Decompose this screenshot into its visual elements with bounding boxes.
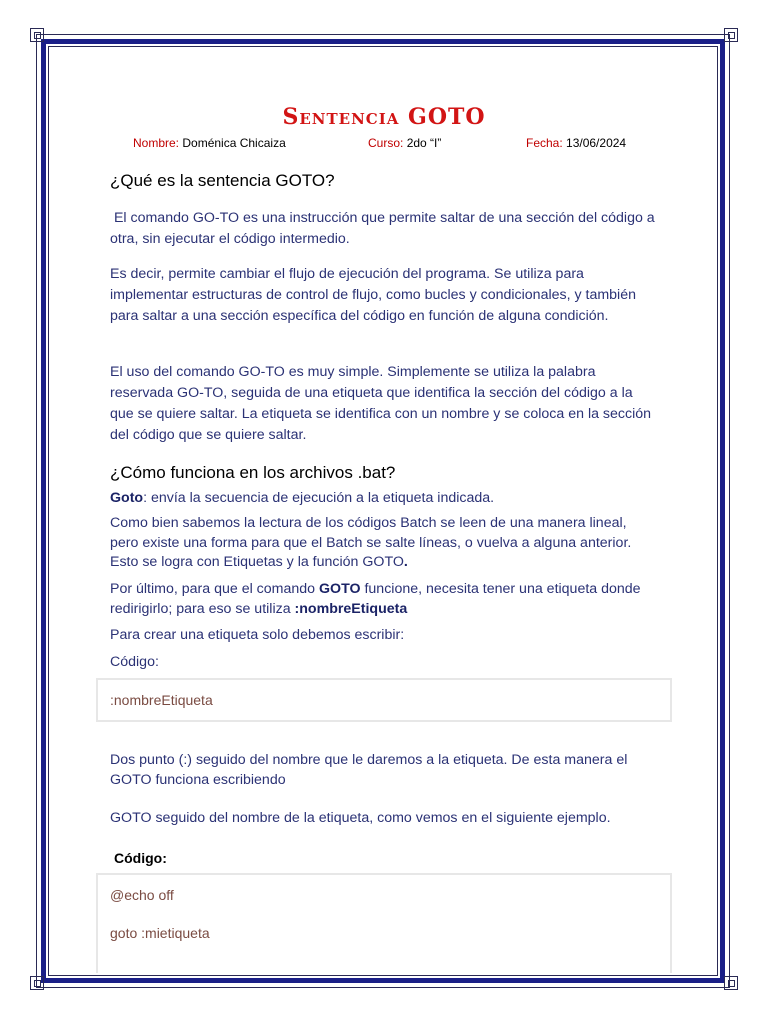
- goto-definition: : envía la secuencia de ejecución a la etiqueta indicada.: [143, 490, 495, 506]
- code-caption-1: Código:: [110, 654, 159, 670]
- corner-ornament-bottom-right: [724, 976, 738, 990]
- date-label: Fecha:: [526, 136, 563, 150]
- paragraph-batch: [110, 514, 658, 573]
- document-title: Sentencia GOTO: [282, 104, 486, 130]
- goto-term: Goto: [110, 490, 144, 506]
- date-field: [526, 136, 626, 150]
- code-caption-2: Código:: [114, 850, 167, 866]
- batch-text: Como bien sabemos la lectura de los códigos Batch se leen de una manera lineal, pero existe una forma para que el Batch se salte líneas, o vuelva a alguna anterior. Esto se logra con Etiquetas y la función GOTO: [110, 515, 632, 570]
- paragraph-flow: Es decir, permite cambiar el flujo de ejecución del programa. Se utiliza para implementar estructuras de control de flujo, como bucles y condicionales, y también para saltar a una sección específica del código en función de alguna condición.: [110, 266, 636, 324]
- paragraph-goto-example: GOTO seguido del nombre de la etiqueta, como vemos en el siguiente ejemplo.: [110, 810, 611, 826]
- label-text-2: funcione, necesita tener una etiqueta donde redirigirlo; para eso se utiliza: [110, 581, 641, 617]
- section-heading-what-is-goto: ¿Qué es la sentencia GOTO?: [110, 171, 335, 190]
- code-line-goto: goto :mietiqueta: [110, 925, 210, 941]
- paragraph-intro: El comando GO-TO es una instrucción que permite saltar de una sección del código a otra, sin ejecutar el código intermedio.: [110, 210, 659, 247]
- date-value: 13/06/2024: [566, 136, 627, 150]
- goto-bold: GOTO: [319, 581, 361, 597]
- paragraph-create-label: Para crear una etiqueta solo debemos escribir:: [110, 627, 405, 643]
- label-syntax: :nombreEtiqueta: [294, 601, 408, 617]
- paragraph-colon-explanation: Dos punto (:) seguido del nombre que le daremos a la etiqueta. De esta manera el GOTO funciona escribiendo: [110, 752, 628, 788]
- code-line-echo-off: @echo off: [110, 887, 174, 903]
- course-field: [368, 136, 441, 150]
- code-line-label: :nombreEtiqueta: [110, 692, 213, 708]
- paragraph-goto-definition: [110, 488, 658, 509]
- course-value: 2do “I”: [406, 136, 442, 150]
- section-heading-bat-files: ¿Cómo funciona en los archivos .bat?: [110, 463, 396, 482]
- batch-period: .: [403, 554, 408, 570]
- name-field: [133, 136, 286, 150]
- name-value: Doménica Chicaiza: [182, 136, 286, 150]
- corner-ornament-top-left: [30, 28, 44, 42]
- course-label: Curso:: [368, 136, 404, 150]
- paragraph-usage: El uso del comando GO-TO es muy simple. Simplemente se utiliza la palabra reservada GO-TO, seguida de una etiqueta que identifica la sección del código a la que se quiere saltar. La etiqueta se identifica con un nombre y se coloca en la sección del código que se quiere saltar.: [110, 364, 652, 443]
- code-block-2: [96, 873, 672, 973]
- corner-ornament-top-right: [724, 28, 738, 42]
- name-label: Nombre:: [133, 136, 180, 150]
- corner-ornament-bottom-left: [30, 976, 44, 990]
- paragraph-label-requirement: [110, 579, 658, 619]
- label-text-1: Por último, para que el comando: [110, 581, 319, 597]
